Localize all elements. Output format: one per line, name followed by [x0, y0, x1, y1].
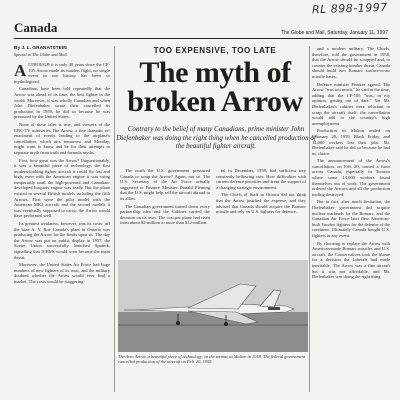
- article-column-4: [312, 46, 390, 392]
- paragraph: None of these tales is true, and viewers of the CBC-TV miniseries The Arrow, a fine dramatic re-enactment of events leading to the airplane's cancellation, which airs tomorrow and Monday, might want to know and be for their attempts to separate myth from truth and formula myths.: [14, 121, 110, 155]
- paragraph: Production in Malton ended on February 20, 1959, Black Friday, and 14,000 workers lost their jobs. Mr. Diefenbaker said he did so because he had no choice.: [312, 128, 390, 156]
- paragraph: and a modern military. The Chiefs, therefore, told the government in 1958, that the Arrow should be scrapped and, to counter the existing bomber threat, Canada should build two Bomarc surface-to-air missile bases.: [312, 46, 390, 79]
- paragraph: Defence minister Pearkes agreed. The Arrow "was too much," he said at the time, adding that the CF-105 "was, in my opinion, getting out of date." Yet Mr. Diefenbaker's cabinet were reluctant to scrap the aircraft itself: the cancellation would add to the country's high unemployment.: [312, 81, 390, 126]
- section-header: [14, 22, 388, 39]
- byline-role: Special to The Globe and Mail: [14, 52, 67, 57]
- paragraph: Its greatest weakness, however, was its costs: off the base A. V. Roe Canada's plant in Ontario was producing the Arrow for the limits upon us. The day the Arrow was put on public display in 1957, the Soviet Union successfully launched Sputnik, signalling that ICBMs would soon become the main threat.: [14, 221, 110, 260]
- byline: By J. L. GRANATSTEIN: [14, 46, 67, 51]
- paragraph: The Chiefs of Staff in Ottawa did not think that the Arrow justified the expense, and they advised that Canada should acquire the Bomarc missile and rely on U.S. fighters for defence.: [216, 192, 306, 215]
- byline-block: [14, 46, 110, 57]
- deck: Contrary to the belief of many Canadians, prime minister John Diefenbaker was doing the right thing when he cancelled production of the beautiful fighter aircraft.: [116, 125, 316, 150]
- paragraph: Canadians have been told repeatedly that the Arrow was ahead of its time, the best fighter in the world. Moreover, it was wholly Canadian and when John Diefenbaker wrote their cancelled its production in 1959, he did so because he was pressured by the United States.: [14, 86, 110, 120]
- headline: The myth of broken Arrow: [127, 56, 303, 118]
- article-column-3: [216, 168, 306, 256]
- paragraph: tal in December, 1958, had sufficient tory constantly bellowing cuts. How difficulties with current defence priorities and from the support of a changing strategic environment.: [216, 168, 306, 190]
- arrow-jet-aircraft-photo: [118, 260, 308, 352]
- paragraph: The north the U.S. government pressured Canada to scrap the Arrow? Again, not so. The U.S. Secretary of the Air Force actually suggested to Finance Minister Donald Fleming that the U.S. might help sell the aircraft abroad to its allies.: [120, 168, 210, 201]
- handwritten-annotation: RL 898-1997: [311, 0, 388, 17]
- drop-cap: A: [14, 62, 27, 80]
- paragraph: The announcement of the Arrow's cancellation, on Feb. 20, caused a furor across Canada, especially in Toronto where some 14,000 workers found themselves out of work. The government ordered the Arrows and all the production tooling destroyed.: [312, 158, 390, 197]
- paragraph: First, how great was the Arrow? Unquestionably, it was a beautiful piece of technology, the first modern-looking fighter aircraft it could fly fast and high, even with the American engine it was using temporarily until the high-powered and Canadian-developed Iroquois engine was ready. But the plane existed in several British models including the fifth Arrows. First were the pilot model with the American MK2 aircraft, and the second models it was eventually supposed to carry; the Arrow would have performed well.: [14, 157, 110, 219]
- kicker: TOO EXPENSIVE, TOO LATE: [153, 46, 277, 55]
- column-rule: [114, 46, 115, 392]
- paragraph: By choosing to replace the Arrow with American-made Bomarc missiles and U.S. aircraft, the Conservatives took the blame for a decision the Liberals had made inevitable. The Arrow was a fine aircraft but it was not affordable, and Mr. Diefenbaker was doing the right thing.: [312, 240, 390, 280]
- article-column-1: [14, 62, 110, 392]
- lead-text: LTHOUGH it is only 40 years since the CF-105 Arrow made its maiden flight, no single event in our history has been so mythologized.: [14, 62, 110, 84]
- lead-paragraph: [14, 62, 110, 84]
- paragraph: Moreover, the United States Air Force had huge numbers of new fighters of its own, and the military doubted whether the Arrow would ever find a market. The costs would be staggering.: [14, 262, 110, 284]
- dateline: The Globe and Mail, Saturday, January 11, 1997: [280, 30, 388, 36]
- paragraph: But in fact, after much hesitation, the Diefenbaker government did acquire nuclear warheads for the Bomarc, and the Canadian Air Force later flew American-built Voodoo fighters for the defence of the continent. Ultimately Canada bought U.S. fighters in any event.: [312, 199, 390, 238]
- photo-caption: The Avro Arrow, a beautiful piece of technology, on the tarmac at Malton in 1958. The federal government cancelled production of the aircraft on Feb. 20, 1959.: [118, 354, 305, 365]
- column-rule: [309, 46, 310, 392]
- article-column-2: [120, 168, 210, 256]
- paragraph: The Canadian government turned down every partnership idea and the Cabinet carried the decision on its own. The cost per plane had risen from about $2-million to more than $12-million.: [120, 203, 210, 226]
- section-name: Canada: [14, 20, 58, 35]
